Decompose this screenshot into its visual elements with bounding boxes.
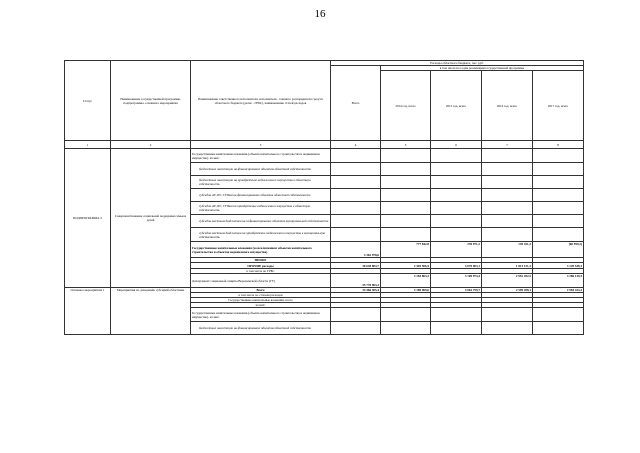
block2-name: Мероприятия по доведению субсидий областным bbox=[111, 288, 191, 335]
budget-table bbox=[64, 60, 584, 335]
budget-sheet bbox=[64, 60, 583, 394]
block1-row-dept: Департамент социальной защиты Воронежской области (ГУ) bbox=[191, 274, 331, 288]
block1-row-subsidy-fin: субсидии АУ, БУ, ГУПам на финансирование объектов областной собственности bbox=[191, 189, 331, 202]
header-year-2015: 2015 год, всего bbox=[431, 71, 482, 141]
block1-other-2017: 3 120 538,3 bbox=[533, 263, 584, 269]
block1-dept-2014: 3 183 863,3 bbox=[381, 274, 431, 288]
block2-row-last: бюджетные инвестиции на финансирование объектов областной собственности bbox=[191, 322, 331, 335]
header-expenses: Расходы областного бюджета, тыс. руб. bbox=[331, 61, 584, 66]
block1-other-2014: 2 405 506,5 bbox=[381, 263, 431, 269]
header-total: Всего bbox=[331, 66, 381, 141]
block1-row-grbs: в том числе по ГРБС bbox=[191, 269, 331, 274]
block1-row-subsidy-buy: субсидии АУ, БУ, ГУПам на приобретение недвижимого имущества в областную собственность bbox=[191, 202, 331, 215]
block2-2017: 2 984 424,2 bbox=[533, 288, 584, 293]
block2-total: 34 466 305,4 bbox=[331, 288, 381, 293]
block2-status: Основное мероприятие 1 bbox=[65, 288, 111, 335]
block1-dept-2015: 3 109 974,4 bbox=[431, 274, 482, 288]
col-number: 8 bbox=[533, 141, 584, 149]
block1-invest-total: 3 362 978,6 bbox=[331, 242, 381, 258]
header-responsible: Наименование ответственного исполнителя, исполнителя - главного распорядителя средств областного бюджета (далее - ГРБС), наименование статей расходов bbox=[191, 61, 331, 141]
header-program-name: Наименование государственной программы, подпрограммы, основного мероприятия bbox=[111, 61, 191, 141]
block1-row-niokr: НИОКР bbox=[191, 258, 331, 263]
block1-row-invest-buy: бюджетные инвестиции на приобретение недвижимого имущества в областную собственность bbox=[191, 176, 331, 189]
header-status: Статус bbox=[65, 61, 111, 141]
block2-row-of: из них: bbox=[191, 303, 331, 308]
block2-2014: 3 189 969,6 bbox=[381, 288, 431, 293]
block1-invest-2014: 777 842,8 bbox=[381, 242, 431, 258]
col-number: 6 bbox=[431, 141, 482, 149]
block2-2016: 2 599 458,1 bbox=[482, 288, 533, 293]
block1-row-local-buy: субсидии местным бюджетам на приобретение недвижимого имущества в муниципальную собственность bbox=[191, 228, 331, 242]
col-number: 3 bbox=[191, 141, 331, 149]
block1-other-2015: 3 070 003,1 bbox=[431, 263, 482, 269]
block1-other-2016: 1 813 131,3 bbox=[482, 263, 533, 269]
block1-row-invest-label: Государственные капитальные вложения (за исключением объектов капитального строительства и объектов недвижимого имущества) bbox=[191, 242, 331, 258]
page-number: 16 bbox=[314, 8, 326, 20]
block1-name: Совершенствование социальной поддержки семьи и детей bbox=[111, 149, 191, 288]
col-number: 4 bbox=[331, 141, 381, 149]
block1-row-cap: Государственные капитальные вложения (объекты капитального строительства и недвижимое имущество), из них: bbox=[191, 149, 331, 163]
block2-row-incl: в том числе по статьям расходов bbox=[191, 293, 331, 298]
block1-invest-2015: 239 971,2 bbox=[431, 242, 482, 258]
block1-row-local-cofin: субсидии местным бюджетам на софинансирование объектов муниципальной собственности bbox=[191, 215, 331, 228]
block1-dept-2017: 3 286 120,5 bbox=[533, 274, 584, 288]
block1-dept-2016: 2 952 452,5 bbox=[482, 274, 533, 288]
block2-row-gov: Государственные капитальные вложения, всего bbox=[191, 298, 331, 303]
col-number: 1 bbox=[65, 141, 111, 149]
block1-row-other: ПРОЧИЕ расходы bbox=[191, 263, 331, 269]
header-year-2016: 2016 год, всего bbox=[482, 71, 533, 141]
block2-2015: 3 062 759,7 bbox=[431, 288, 482, 293]
col-number: 2 bbox=[111, 141, 191, 149]
block1-invest-2016: 139 331,3 bbox=[482, 242, 533, 258]
header-incl-years: в том числе по годам реализации государственной программы bbox=[381, 66, 584, 71]
block1-row-invest-fin: бюджетные инвестиции на финансирование объектов областной собственности bbox=[191, 163, 331, 176]
col-number: 5 bbox=[381, 141, 431, 149]
col-number: 7 bbox=[482, 141, 533, 149]
block2-row-total: Всего bbox=[191, 288, 331, 293]
block1-other-total: 30 638 804,7 bbox=[331, 263, 381, 269]
block2-row-cap: Государственные капитальные вложения (объекты капитального строительства и недвижимое имущество), из них: bbox=[191, 308, 331, 322]
block1-invest-2017: (60 590,2) bbox=[533, 242, 584, 258]
header-year-2017: 2017 год, всего bbox=[533, 71, 584, 141]
header-year-2014: 2014 год, всего bbox=[381, 71, 431, 141]
block1-status: ПОДПРОГРАММА 2 bbox=[65, 149, 111, 288]
block1-dept-total: 35 770 963,3 bbox=[331, 274, 381, 288]
